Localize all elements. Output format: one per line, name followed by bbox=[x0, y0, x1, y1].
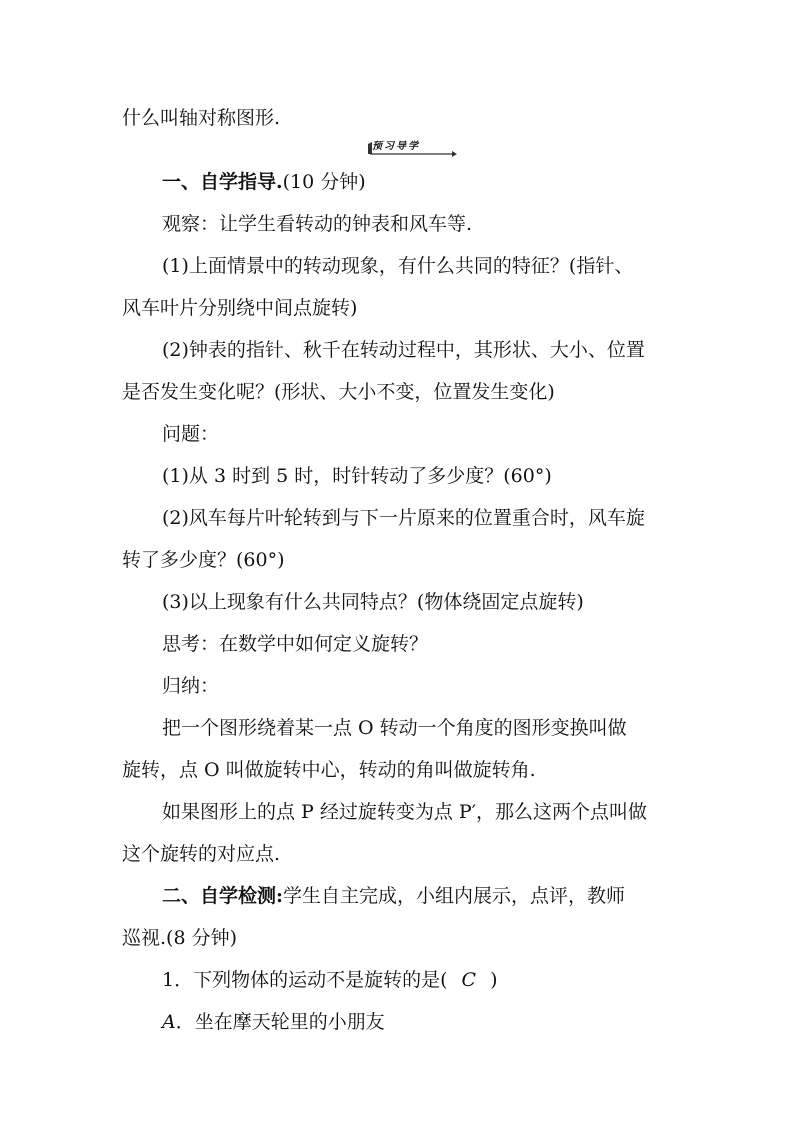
section1-time: (10 分钟) bbox=[282, 171, 366, 193]
section-banner bbox=[366, 141, 458, 157]
exercise1-close: ) bbox=[490, 969, 498, 991]
summary-label: 归纳： bbox=[162, 675, 220, 697]
definition1-line2: 旋转，点 O 叫做旋转中心，转动的角叫做旋转角. bbox=[122, 759, 536, 781]
think-text: 思考：在数学中如何定义旋转？ bbox=[162, 633, 429, 655]
section2-heading: 二、自学检测: bbox=[162, 885, 284, 907]
section2-desc-line2: 巡视.(8 分钟) bbox=[122, 927, 237, 949]
definition1-line1: 把一个图形绕着某一点 O 转动一个角度的图形变换叫做 bbox=[162, 717, 627, 739]
intro-text: 什么叫轴对称图形. bbox=[122, 107, 281, 129]
question2-line2: 是否发生变化呢？(形状、大小不变，位置发生变化) bbox=[122, 381, 555, 403]
observe-text: 观察：让学生看转动的钟表和风车等. bbox=[162, 213, 473, 235]
section1-heading-line bbox=[162, 170, 366, 194]
optionA-text: ．坐在摩天轮里的小朋友 bbox=[175, 1011, 385, 1033]
exercise1-answer: C bbox=[461, 969, 477, 991]
section1-heading: 一、自学指导. bbox=[162, 171, 283, 193]
definition2-line1: 如果图形上的点 P 经过旋转变为点 P′，那么这两个点叫做 bbox=[162, 801, 648, 823]
exercise1-line bbox=[162, 968, 497, 992]
question2-line1: (2)钟表的指针、秋千在转动过程中，其形状、大小、位置 bbox=[162, 339, 645, 361]
optionA-letter: A bbox=[162, 1011, 176, 1033]
definition2-line2: 这个旋转的对应点. bbox=[122, 843, 281, 865]
problem-label: 问题： bbox=[162, 423, 220, 445]
problem2-line2: 转了多少度？(60°) bbox=[122, 549, 285, 571]
section2-heading-line bbox=[162, 884, 625, 908]
section-banner-label: 预习导学 bbox=[372, 141, 420, 152]
question1-line1: (1)上面情景中的转动现象，有什么共同的特征？(指针、 bbox=[162, 255, 634, 277]
exercise1-optionA bbox=[162, 1010, 385, 1034]
section2-desc-line1: 学生自主完成，小组内展示，点评，教师 bbox=[283, 885, 626, 907]
problem3-text: (3)以上现象有什么共同特点？(物体绕固定点旋转) bbox=[162, 591, 584, 613]
problem2-line1: (2)风车每片叶轮转到与下一片原来的位置重合时，风车旋 bbox=[162, 507, 645, 529]
problem1-text: (1)从 3 时到 5 时，时针转动了多少度？(60°) bbox=[162, 465, 552, 487]
question1-line2: 风车叶片分别绕中间点旋转) bbox=[122, 297, 358, 319]
exercise1-question: 1．下列物体的运动不是旋转的是( bbox=[162, 969, 448, 991]
